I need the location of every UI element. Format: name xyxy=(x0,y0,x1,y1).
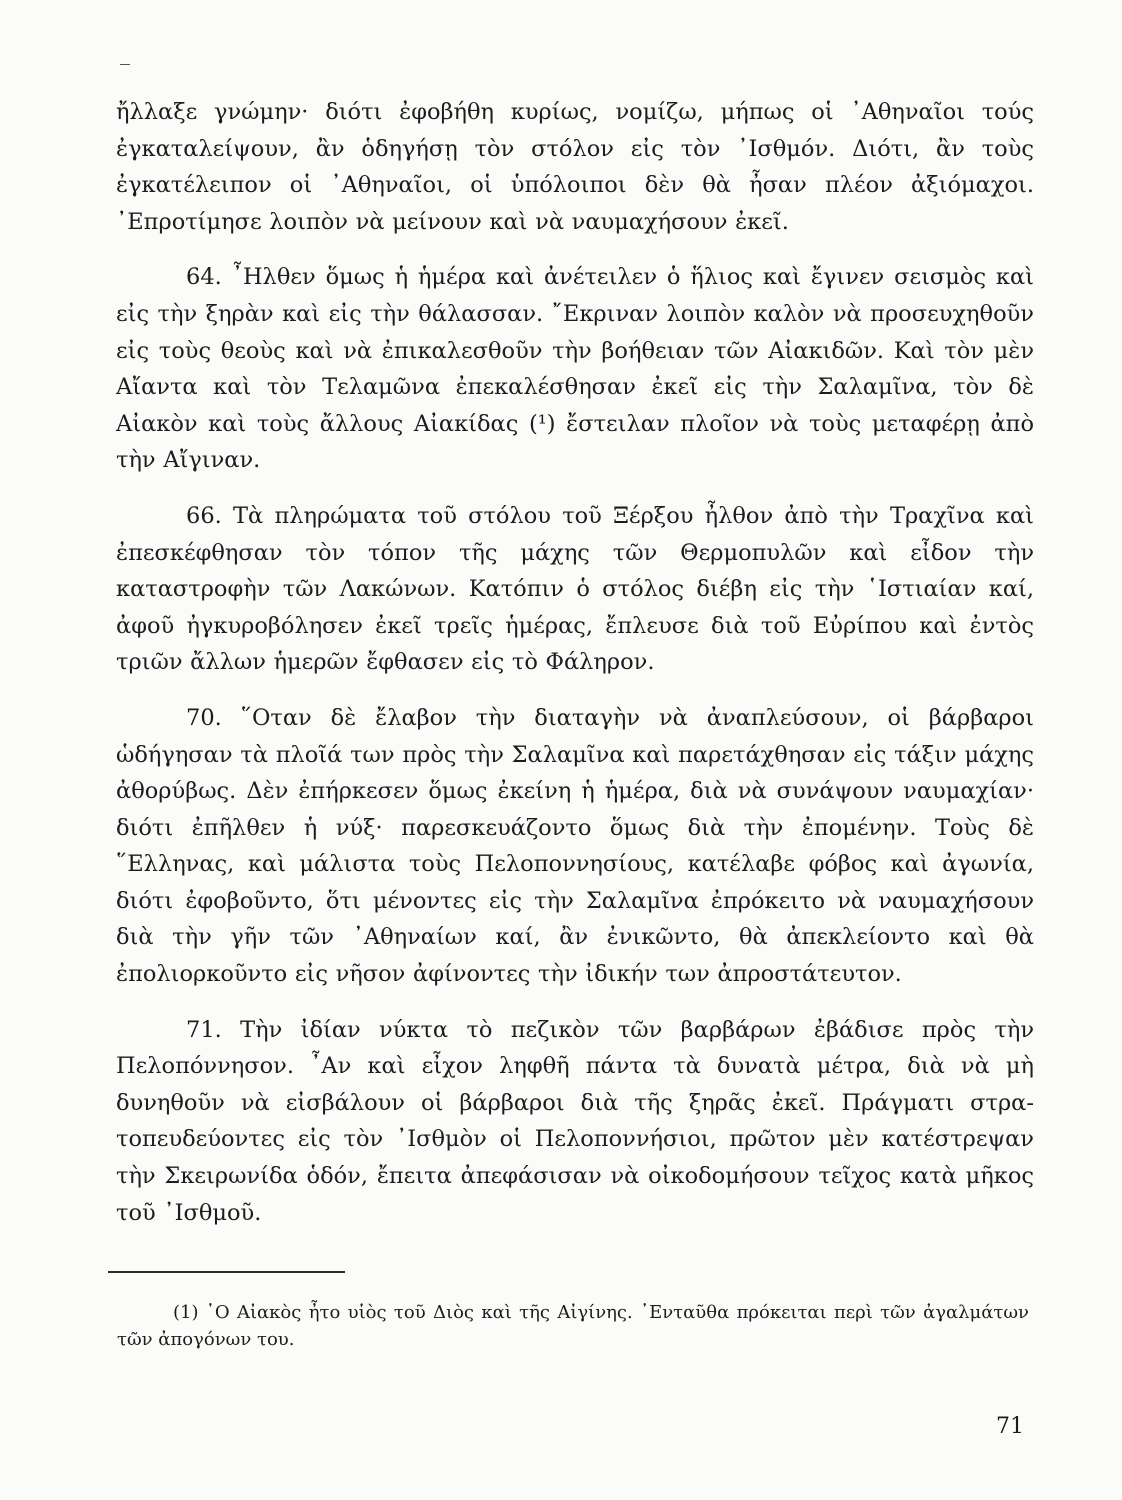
paragraph-number: 64. xyxy=(186,264,222,291)
margin-mark xyxy=(120,64,130,65)
paragraph-number: 66. xyxy=(186,502,222,529)
paragraph-text: Τὴν ἰδίαν νύκτα τὸ πεζικὸν τῶν βαρβάρων ἐβάδισε πρὸς τὴν Πελοπόννησον. ῏Αν καὶ εἶχον ληφθῆ πάντα τὰ δυνατὰ μέτρα, διὰ νὰ μὴ δυνηθοῦν νὰ εἰσβάλουν οἱ βάρβαροι διὰ τῆς ξηρᾶς ἐκεῖ. Πράγματι στρατοπευδεύοντες εἰς τὸν ᾿Ισθμὸν οἱ Πελοποννήσιοι, πρῶτον μὲν κατέστρεψαν τὴν Σκειρωνίδα ὁδόν, ἔπειτα ἀπεφάσισαν νὰ οἰκοδομήσουν τεῖχος κατὰ μῆκος τοῦ ᾿Ισθμοῦ. xyxy=(116,1016,1034,1226)
paragraph-text: ῞Οταν δὲ ἔλαβον τὴν διαταγὴν νὰ ἀναπλεύσουν, οἱ βάρβαροι ὡδήγησαν τὰ πλοῖά των πρὸς τὴν Σαλαμῖνα καὶ παρετάχθησαν εἰς τάξιν μάχης ἀθορύβως. Δὲν ἐπήρκεσεν ὅμως ἐκείνη ἡ ἡμέρα, διὰ νὰ συνάψουν ναυμαχίαν· διότι ἐπῆλθεν ἡ νύξ· παρεσκευάζοντο ὅμως διὰ τὴν ἐπομένην. Τοὺς δὲ ῞Ελληνας, καὶ μάλιστα τοὺς Πελοποννησίους, κατέλαβε φόβος καὶ ἀγωνία, διότι ἐφοβοῦντο, ὅτι μένοντες εἰς τὴν Σαλαμῖνα ἐπρόκειτο νὰ ναυμαχήσουν διὰ τὴν γῆν τῶν ᾿Αθηναίων καί, ἂν ἐνικῶντο, θὰ ἀπεκλείοντο καὶ θὰ ἐπολιορκοῦντο εἰς νῆσον ἀφίνοντες τὴν ἰδικήν των ἀπροστάτευτον. xyxy=(116,704,1035,988)
paragraph-64 xyxy=(116,259,1034,479)
paragraph-number: 71. xyxy=(186,1016,222,1043)
paragraph-text: Τὰ πληρώματα τοῦ στόλου τοῦ Ξέρξου ἦλθον ἀπὸ τὴν Τραχῖνα καὶ ἐπεσκέφθησαν τὸν τόπον τῆς μάχης τῶν Θερμοπυλῶν καὶ εἶδον τὴν καταστροφὴν τῶν Λακώνων. Κατόπιν ὁ στόλος διέβη εἰς τὴν ῾Ιστιαίαν καί, ἀφοῦ ἠγκυροβόλησεν ἐκεῖ τρεῖς ἡμέρας, ἔπλευσε διὰ τοῦ Εὐρίπου καὶ ἐντὸς τριῶν ἄλλων ἡμερῶν ἔφθασεν εἰς τὸ Φάληρον. xyxy=(116,502,1035,676)
paragraph-text: ῏Ηλθεν ὅμως ἡ ἡμέρα καὶ ἀνέτειλεν ὁ ἥλιος καὶ ἔγινεν σεισμὸς καὶ εἰς τὴν ξηρὰν καὶ εἰς τὴν θάλασσαν. ῎Εκριναν λοιπὸν καλὸν νὰ προσευχηθοῦν εἰς τοὺς θεοὺς καὶ νὰ ἐπικαλεσθοῦν τὴν βοήθειαν τῶν Αἰακιδῶν. Καὶ τὸν μὲν Αἴαντα καὶ τὸν Τελαμῶνα ἐπεκαλέσθησαν ἐκεῖ εἰς τὴν Σαλαμῖνα, τὸν δὲ Αἰακὸν καὶ τοὺς ἄλλους Αἰακίδας (¹) ἔστειλαν πλοῖον νὰ τοὺς μεταφέρῃ ἀπὸ τὴν Αἴγιναν. xyxy=(116,264,1035,474)
footnote-text: ῾Ο Αἰακὸς ἦτο υἱὸς τοῦ Διὸς καὶ τῆς Αἰγίνης. ᾿Ενταῦθα πρόκειται περὶ τῶν ἀγαλμάτων τῶν ἀπογόνων του. xyxy=(117,1302,1029,1350)
paragraph-66 xyxy=(116,498,1034,681)
main-text xyxy=(116,94,1034,1231)
footnote xyxy=(117,1299,1029,1353)
paragraph-71 xyxy=(116,1012,1034,1232)
paragraph-number: 70. xyxy=(186,704,222,731)
paragraph-text: ἤλλαξε γνώμην· διότι ἐφοβήθη κυρίως, νομίζω, μήπως οἱ ᾿Αθηναῖοι τούς ἐγκαταλείψουν, ἂν ὁδηγήσῃ τὸν στόλον εἰς τὸν ᾿Ισθμόν. Διότι, ἂν τοὺς ἐγκατέλειπον οἱ ᾿Αθηναῖοι, οἱ ὑπόλοιποι δὲν θὰ ἦσαν πλέον ἀξιόμαχοι. ᾿Επροτίμησε λοιπὸν νὰ μείνουν καὶ νὰ ναυμαχήσουν ἐκεῖ. xyxy=(116,99,1034,235)
paragraph-70 xyxy=(116,700,1034,993)
page-number: 71 xyxy=(996,1414,1024,1439)
paragraph-continuation xyxy=(116,94,1034,240)
footnote-marker: (1) xyxy=(173,1302,199,1323)
footnote-rule xyxy=(108,1271,345,1273)
